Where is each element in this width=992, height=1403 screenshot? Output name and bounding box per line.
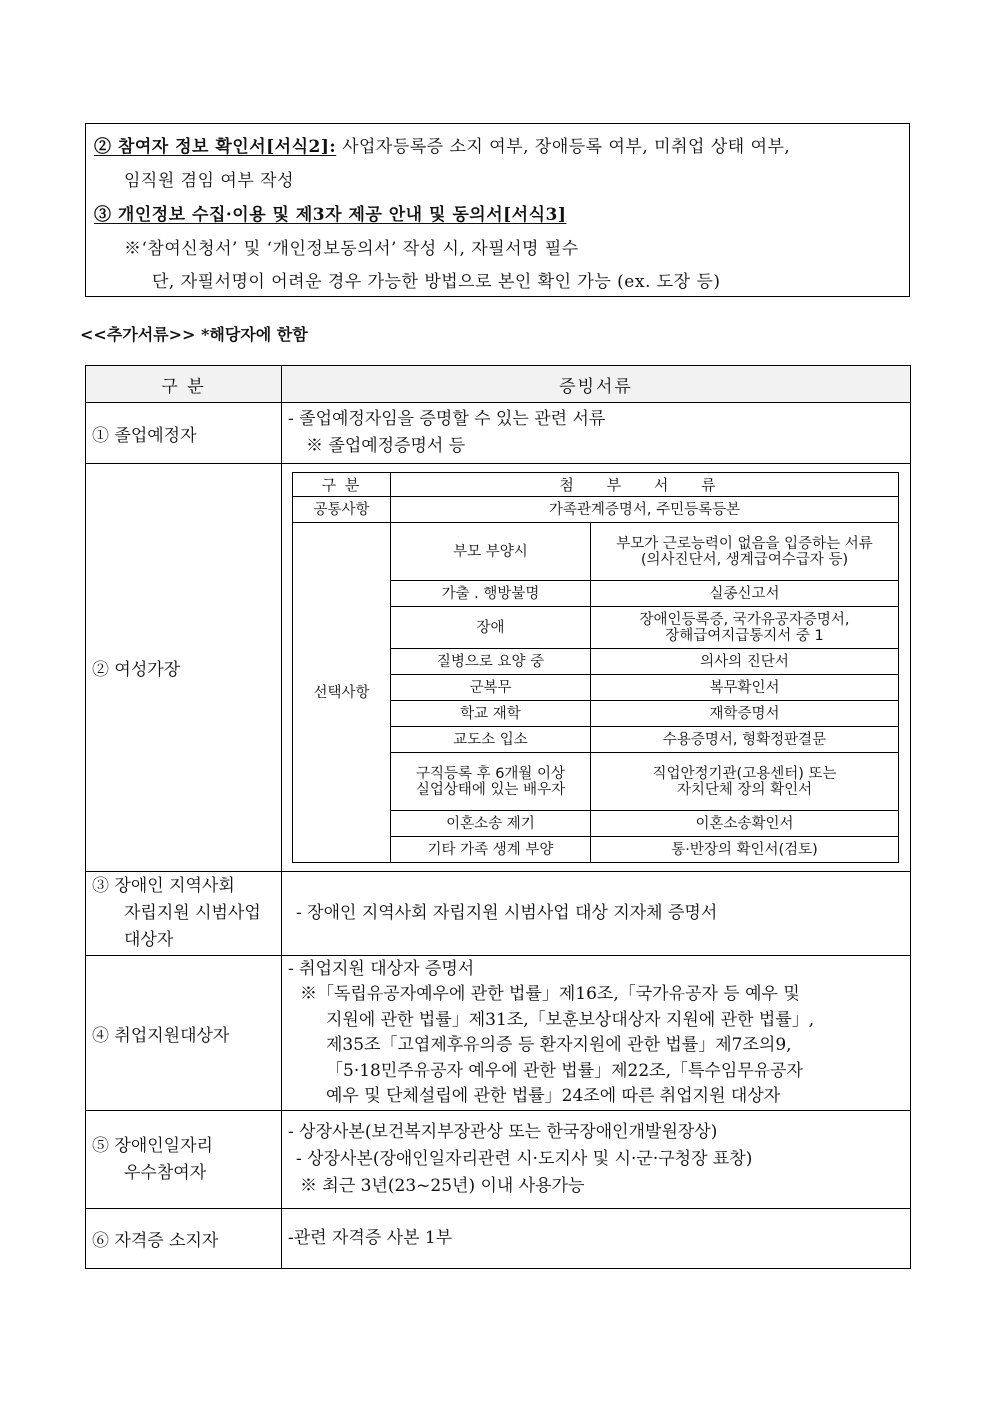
doc-line: - 취업지원 대상자 증명서 [288, 958, 475, 979]
case: 부모 부양시 [391, 523, 591, 581]
doc-note: ※ 최근 3년(23~25년) 이내 사용가능 [300, 1176, 585, 1196]
case-docs: 복무확인서 [591, 675, 899, 701]
row-docs [282, 956, 911, 1111]
case: 장애 [391, 607, 591, 649]
doc-note-cont: 예우 및 단체설립에 관한 법률」24조에 따른 취업지원 대상자 [326, 1086, 781, 1106]
doc-line: (의사진단서, 생계급여수급자 등) [640, 551, 849, 568]
case-docs: 의사의 진단서 [591, 649, 899, 675]
case: 학교 재학 [391, 701, 591, 727]
table-row [86, 464, 911, 872]
case: 이혼소송 제기 [391, 811, 591, 837]
table-row [86, 1111, 911, 1209]
case-docs: 통·반장의 확인서(검토) [591, 837, 899, 863]
row-docs [282, 1209, 911, 1269]
doc-line: - 상장사본(보건복지부장관상 또는 한국장애인개발원장상) [288, 1122, 718, 1142]
common-docs: 가족관계증명서, 주민등록등본 [391, 497, 899, 523]
doc-line: 부모가 근로능력이 없음을 입증하는 서류 [616, 535, 873, 552]
row-docs [282, 464, 911, 872]
optional-label: 선택사항 [293, 523, 391, 863]
row-category: ④ 취업지원대상자 [86, 956, 282, 1111]
category-line: 자립지원 시범사업 [124, 903, 261, 923]
table-row [86, 1209, 911, 1269]
item-2-line [94, 132, 790, 157]
row-category: ① 졸업예정자 [86, 403, 282, 464]
doc-note-cont: 제35조「고엽제후유의증 등 환자지원에 관한 법률」제7조의9, [326, 1035, 792, 1055]
table-row [86, 403, 911, 464]
row-docs [282, 872, 911, 956]
case-line: 구직등록 후 6개월 이상 [415, 765, 566, 782]
inner-header-docs: 첨 부 서 류 [391, 473, 899, 497]
row-category: ⑥ 자격증 소지자 [86, 1209, 282, 1269]
additional-docs-table [85, 365, 911, 1269]
case: 기타 가족 생계 부양 [391, 837, 591, 863]
doc-line: 장애인등록증, 국가유공자증명서, [639, 611, 850, 628]
inner-header-category: 구 분 [293, 473, 391, 497]
case-docs [591, 753, 899, 811]
doc-note: ※ 졸업예정증명서 등 [306, 436, 466, 456]
case-line: 실업상태에 있는 배우자 [415, 781, 566, 798]
doc-line: - 장애인 지역사회 자립지원 시범사업 대상 지자체 증명서 [296, 903, 718, 923]
row-category [86, 1111, 282, 1209]
doc-line: - 졸업예정자임을 증명할 수 있는 관련 서류 [288, 409, 606, 429]
header-documents: 증빙서류 [282, 366, 911, 403]
form-list-box [85, 123, 910, 297]
case [391, 753, 591, 811]
inner-header-row [293, 473, 899, 497]
case-docs [591, 523, 899, 581]
signature-note: ※‘참여신청서’ 및 ‘개인정보동의서’ 작성 시, 자필서명 필수 [124, 239, 579, 259]
case-docs: 실종신고서 [591, 581, 899, 607]
table-row [86, 956, 911, 1111]
doc-line: -관련 자격증 사본 1부 [288, 1228, 453, 1248]
doc-line: 직업안정기관(고용센터) 또는 [652, 765, 837, 782]
item-2-desc-cont: 임직원 겸임 여부 작성 [124, 171, 295, 191]
female-head-docs-table [292, 472, 899, 863]
doc-note: ※「독립유공자예우에 관한 법률」제16조,「국가유공자 등 예우 및 [300, 984, 800, 1004]
category-line: ⑤ 장애인일자리 [92, 1135, 213, 1156]
case-docs: 수용증명서, 형확정판결문 [591, 727, 899, 753]
table-row [86, 872, 911, 956]
case-docs: 재학증명서 [591, 701, 899, 727]
doc-note-cont: 지원에 관한 법률」제31조,「보훈보상대상자 지원에 관한 법률」, [326, 1009, 815, 1030]
doc-line: - 상장사본(장애인일자리관련 시·도지사 및 시·군·구청장 표창) [296, 1149, 753, 1169]
case-docs: 이혼소송확인서 [591, 811, 899, 837]
inner-row [293, 523, 899, 581]
category-line: 우수참여자 [124, 1162, 207, 1183]
item-3-title: ③ 개인정보 수집·이용 및 제3자 제공 안내 및 동의서[서식3] [94, 205, 567, 225]
row-category: ② 여성가장 [86, 464, 282, 872]
item-2-title: ② 참여자 정보 확인서[서식2]: [94, 137, 337, 157]
case: 군복무 [391, 675, 591, 701]
case: 가출 . 행방불명 [391, 581, 591, 607]
doc-note-cont: 「5·18민주유공자 예우에 관한 법률」제22조,「특수임무유공자 [326, 1060, 803, 1081]
category-line: ③ 장애인 지역사회 [92, 876, 235, 896]
category-line: 대상자 [124, 930, 174, 950]
row-category [86, 872, 282, 956]
inner-row-common [293, 497, 899, 523]
case: 질병으로 요양 중 [391, 649, 591, 675]
common-label: 공통사항 [293, 497, 391, 523]
header-category: 구 분 [86, 366, 282, 403]
doc-line: 장해급여지급통지서 중 1 [665, 627, 824, 644]
case: 교도소 입소 [391, 727, 591, 753]
item-2-desc: 사업자등록증 소지 여부, 장애등록 여부, 미취업 상태 여부, [336, 137, 791, 157]
row-docs [282, 1111, 911, 1209]
signature-note-exception: 단, 자필서명이 어려운 경우 가능한 방법으로 본인 확인 가능 (ex. 도장 등) [152, 272, 721, 292]
table-header-row [86, 366, 911, 403]
doc-line: 자치단체 장의 확인서 [676, 781, 813, 798]
row-docs [282, 403, 911, 464]
case-docs [591, 607, 899, 649]
additional-docs-label: <<추가서류>> *해당자에 한함 [80, 325, 308, 344]
